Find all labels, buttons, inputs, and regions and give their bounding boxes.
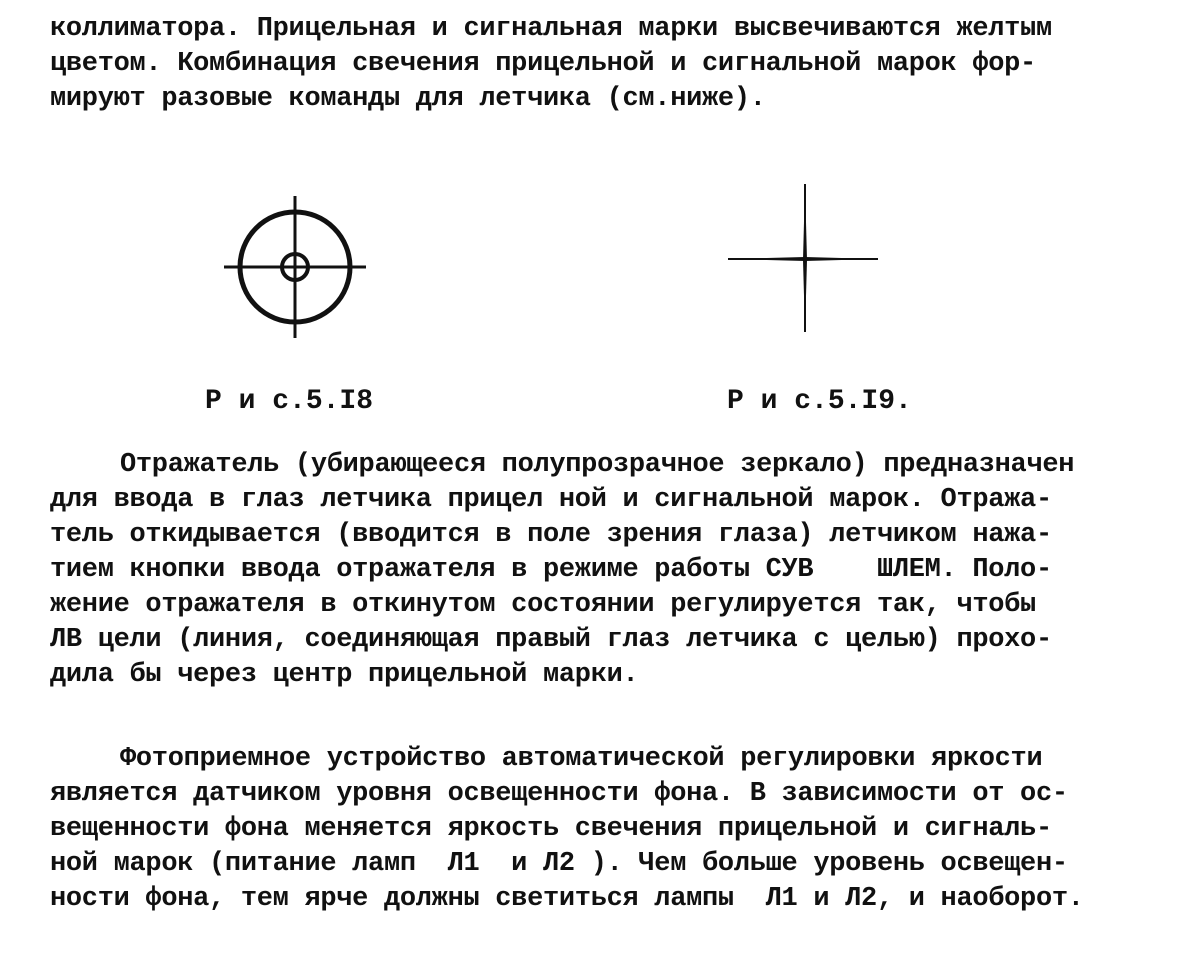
aiming-reticle-icon — [220, 192, 370, 342]
text-line: Фотоприемное устройство автоматической регулировки яркости — [120, 744, 1043, 774]
text-line: цветом. Комбинация свечения прицельной и сигнальной марок фор- — [50, 49, 1036, 79]
text-line: дила бы через центр прицельной марки. — [50, 660, 639, 690]
text-line: вещенности фона меняется яркость свечения прицельной и сигналь- — [50, 814, 1052, 844]
text-line: тель откидывается (вводится в поле зрения глаза) летчиком нажа- — [50, 520, 1052, 550]
figure-signal-mark — [725, 182, 885, 342]
text-line: мируют разовые команды для летчика (см.ниже). — [50, 84, 766, 114]
figure-caption-5-18: Р и с.5.I8 — [205, 386, 374, 417]
text-line: тием кнопки ввода отражателя в режиме работы СУВ ШЛЕМ. Поло- — [50, 555, 1052, 585]
paragraph-reflector — [50, 448, 1150, 693]
text-line: коллиматора. Прицельная и сигнальная марки высвечиваются желтым — [50, 14, 1052, 44]
signal-cross-icon — [725, 182, 885, 342]
text-line: жение отражателя в откинутом состоянии регулируется так, чтобы — [50, 590, 1036, 620]
text-line: для ввода в глаз летчика прицел ной и сигнальной марок. Отража- — [50, 485, 1052, 515]
text-line: является датчиком уровня освещенности фона. В зависимости от ос- — [50, 779, 1068, 809]
figure-caption-5-19: Р и с.5.I9. — [727, 386, 912, 417]
text-line: Отражатель (убирающееся полупрозрачное зеркало) предназначен — [120, 450, 1075, 480]
text-line: ной марок (питание ламп Л1 и Л2 ). Чем больше уровень освещен- — [50, 849, 1068, 879]
paragraph-photodetector — [50, 742, 1150, 917]
text-line: ЛВ цели (линия, соединяющая правый глаз летчика с целью) прохо- — [50, 625, 1052, 655]
figure-aiming-mark — [220, 192, 370, 342]
paragraph-collimator — [50, 12, 1150, 117]
text-line: ности фона, тем ярче должны светиться лампы Л1 и Л2, и наоборот. — [50, 884, 1084, 914]
